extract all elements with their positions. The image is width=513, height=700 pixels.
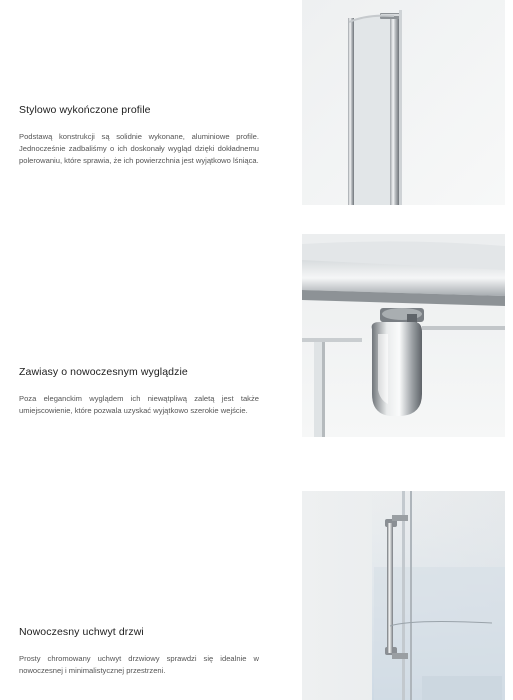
door-handle-photo xyxy=(302,491,505,700)
feature-section-handle xyxy=(0,491,513,700)
feature-description: Poza eleganckim wyglądem ich niewątpliwą zaletą jest także umiejscowienie, które pozwala uzyskać wyjątkowo szerokie wejście. xyxy=(19,394,259,416)
hinge-photo xyxy=(302,234,505,437)
feature-section-profiles xyxy=(0,0,513,205)
feature-title: Nowoczesny uchwyt drzwi xyxy=(19,626,144,638)
feature-description: Podstawą konstrukcji są solidnie wykonane, aluminiowe profile. Jednocześnie zadbaliśmy o ich doskonały wygląd dzięki dokładnemu polerowaniu, które sprawia, że ich powierzchnia jest wyjątkowo lśniąca. xyxy=(19,132,259,166)
feature-description: Prosty chromowany uchwyt drzwiowy sprawdzi się idealnie w nowoczesnej i minimalistycznej przestrzeni. xyxy=(19,654,259,676)
polished-profile-photo xyxy=(302,0,505,205)
feature-title: Stylowo wykończone profile xyxy=(19,104,151,116)
feature-section-hinges xyxy=(0,234,513,437)
feature-title: Zawiasy o nowoczesnym wyglądzie xyxy=(19,366,188,378)
